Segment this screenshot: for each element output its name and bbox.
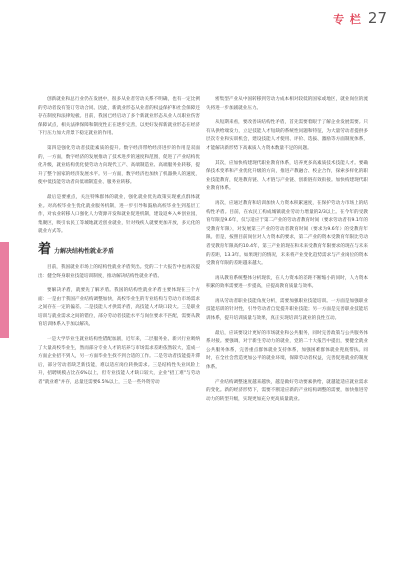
section-subheading [38, 243, 200, 256]
subheading-text: 力解决结构性就业矛盾 [54, 247, 115, 255]
paragraph: 再从教育系统整体分析现状，在人力资本的差距不断缩小的同时，人力资本积累的效率需要进一步提高，应提高教育质量与效率。 [206, 275, 368, 290]
paragraph: 产业结构调整速度越来越快，越是做好劳动要素供给，就越能适应就业需求的变化。新的经济形势下，需要不断适应新的产业结构调整的需要，加快推进劳动力的转型升级，实现更加充分更高质量就业。 [206, 379, 368, 402]
paragraph: 要解决矛盾，就要先了解矛盾。我国的结构性就业矛盾主要体现在三个方面：一是由于我国产业结构调整加快，高校毕业生的专业结构与劳动力市场需求之间存在一定的偏差。二是技能人才供需矛盾，高技能人才缺口较大。三是职业培训与就业需求之间的错位，部分劳动者技能水平与岗位要求不匹配，需要从教育培训体系入手加以解决。 [38, 288, 200, 328]
paragraph: 其次，应加快构建现代职业教育体系，培养更多高素质技术技能人才。要确保技术变革和产业优化升级的方向，推进产教融合、校企合作，探索多样化的职业技能教育，促进教育链、人才链与产业链、创新链有效衔接。加快构建现代职业教育体系。 [206, 160, 368, 192]
paragraph: 最后是要重点，关注特殊群体的就业，强化就业优先政策实现重点群体就业。对高校毕业生优化就业服务机制，进一步引导和鼓励高校毕业生到基层工作，对农业转移人口强化人力资源开发和就业促进机制，建设返乡入乡创业园，集聚区，吸引农民工等城地就近创业就业，针对残疾人就要更加开放，多元化的就业方式等。 [38, 194, 200, 235]
paragraph: 再从劳动者职业技能角度分析，需要加强职业技能培训。一方面是加强职业技能培训的针对性，引导劳动者自觉提升职业技能；另一方面是完善职业技能培训体系，提升培训质量与效果，真正实现培训与就业的良性互动。 [206, 298, 368, 322]
left-column [38, 96, 200, 394]
paragraph: 再次，应通过教育和培训加快人力资本积累速度，在保护劳动力市场上的结构性矛盾。目前，在农民工构成城镇就业劳动力增量的2/3以上。在今年的受教育年限是9.6年，仅与适应于第二产业的劳动者教育时间（要求劳动者有9.1年的受教育年限），对发展第三产业的劳动者教育时间（要求为9.6年）的受教育年限。但是，按照目前岗位对人力资本的要求，第二产业的资本受教育年限比劳动者受教育年限高约10.4年，第三产业的现在和未来受教育年限要求的现在与未来的差距，13.3年。如果现行的情况，未来将产业变化趋势需求与产业岗位的资本受教育年限的差距越来越大。 [206, 200, 368, 267]
paragraph: 密集型产业从中国转移到劳动力成本相对较低的国家或地区，就业岗位的流失将进一步加剧就业压力。 [206, 97, 368, 111]
page-header [333, 9, 387, 27]
paragraph: 创新就业和总行业仍在发展中，很多从业者劳动关系不明确，也有一定比例的劳动者没有签订劳动合同。因此，新就业形态从业者的权益保护和社会保障还存在制度和法律短板。目前，我国已经启动了多个新就业形态从业人员职业伤害保障试点，相关法律保障和制度性正在逐步完善，以更好发挥新就业形态在经济下行压力加大背景下稳定就业的作用。 [38, 97, 200, 137]
page-number: 27 [367, 9, 387, 27]
paragraph: 一是大学毕业生就业结构性错配加剧，近年来，二层服务业、新兴行业吸纳了大量高校毕业生，然而部分专业人才的培养与市场需求差距依然较大，造成一方面企业招不到人，另一方面毕业生找不到合适的工作。二是劳动者技能提升滞后，部分劳动者缺乏新技能，难以适应岗位转换需求。三是结构性失业风险上升，招聘规模占比在6%以上，但专业技能人才缺口较大，企业"招工难"与劳动者"就业难"并存，总量还需要6.5%以上，三是一些外资劳动 [38, 337, 200, 386]
paragraph: 目前，我国就业市场上的结构性就业矛盾突出。党的二十大报告中也再次提出：健全终身职业技能培训制度，推动解决结构性就业矛盾。 [38, 264, 200, 279]
subheading-lead-char: 着 [38, 241, 52, 257]
paragraph: 从短期来看，要改善该结构性矛盾，首先需要着眼于了解企业发展需要。只有从供给端发力，立足技能人才短缺的系统性问题和特征，为大量劳动者提供多层次专业和实训机会，建设技能人才使用、评价、选拔、激励等方面制度体系，才能解决新形势下高素质人力资本数量不足的问题。 [206, 120, 368, 151]
side-color-tab [0, 242, 9, 338]
paragraph: 第四是强化劳动者技能素质的提升。数字经济带给经济进步的作用是双面的，一方面，数字经济的发展推动了技术进步的速度和范围，促进了产业结构优化升级，就业结构优化使劳动力向现代工产、高端制造业、高端服务业转移，提升了整个国家的经济发展水平。另一方面，数字经济也加快了机器换人的速度，使中低技能劳动者向低端制造业、服务业转移。 [38, 145, 200, 186]
section-tag: 专 栏 [333, 13, 362, 26]
paragraph: 最后，应该要设计更好的市场就业和公共服务，同时完善政策与公共服务体系对接。要强调，对于新生劳动力的就业，党的二十大报告中提出，要健全就业公共服务体系，完善重点群体就业支持体系，加强困难群体就业兜底帮扶。同时，在全社会营造更加公平的就业环境，保障劳动者权益，完善促进就业的制度体系。 [206, 330, 368, 371]
right-column [206, 96, 368, 410]
